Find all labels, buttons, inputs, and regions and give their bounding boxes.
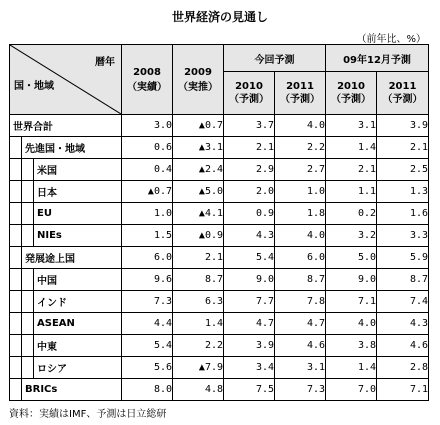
table-row xyxy=(10,357,429,379)
row-label: ASEAN xyxy=(34,313,122,335)
value-cell: 7.3 xyxy=(275,379,326,401)
indent-cell xyxy=(10,379,22,401)
header-dec-2010: 2010 （予測） xyxy=(326,72,377,115)
indent-cell xyxy=(10,203,22,225)
table-row xyxy=(10,269,429,291)
header-2009: 2009 （実推） xyxy=(173,45,224,115)
indent-cell xyxy=(10,335,22,357)
value-cell: ▲2.4 xyxy=(173,159,224,181)
table-row xyxy=(10,181,429,203)
row-label: 日本 xyxy=(34,181,122,203)
value-cell: 6.0 xyxy=(122,247,173,269)
value-cell: 3.0 xyxy=(122,115,173,137)
value-cell: 1.8 xyxy=(275,203,326,225)
value-cell: 4.0 xyxy=(326,313,377,335)
value-cell: 3.1 xyxy=(275,357,326,379)
corner-region-label: 国・地域 xyxy=(14,81,54,92)
row-label: 発展途上国 xyxy=(22,247,122,269)
value-cell: 2.1 xyxy=(326,159,377,181)
unit-note: （前年比、%） xyxy=(356,34,426,45)
value-cell: 2.8 xyxy=(377,357,429,379)
value-cell: ▲5.0 xyxy=(173,181,224,203)
row-label: 先進国・地域 xyxy=(22,137,122,159)
table-row xyxy=(10,159,429,181)
value-cell: 4.6 xyxy=(377,335,429,357)
value-cell: 0.2 xyxy=(326,203,377,225)
value-cell: 5.9 xyxy=(377,247,429,269)
value-cell: 3.4 xyxy=(224,357,275,379)
value-cell: 9.0 xyxy=(224,269,275,291)
value-cell: 1.5 xyxy=(122,225,173,247)
indent-cell xyxy=(22,313,34,335)
value-cell: 4.0 xyxy=(275,115,326,137)
value-cell: 0.4 xyxy=(122,159,173,181)
value-cell: 6.3 xyxy=(173,291,224,313)
row-label: 世界合計 xyxy=(10,115,122,137)
indent-cell xyxy=(10,269,22,291)
table-row xyxy=(10,203,429,225)
value-cell: 2.1 xyxy=(377,137,429,159)
value-cell: 2.9 xyxy=(224,159,275,181)
value-cell: 2.1 xyxy=(224,137,275,159)
indent-cell xyxy=(10,137,22,159)
value-cell: 7.8 xyxy=(275,291,326,313)
value-cell: 6.0 xyxy=(275,247,326,269)
value-cell: ▲0.9 xyxy=(173,225,224,247)
row-label: ロシア xyxy=(34,357,122,379)
value-cell: 9.6 xyxy=(122,269,173,291)
value-cell: 7.3 xyxy=(122,291,173,313)
value-cell: 4.8 xyxy=(173,379,224,401)
value-cell: 1.4 xyxy=(173,313,224,335)
value-cell: 7.4 xyxy=(377,291,429,313)
table-row xyxy=(10,115,429,137)
indent-cell xyxy=(10,357,22,379)
value-cell: 8.7 xyxy=(275,269,326,291)
value-cell: 7.7 xyxy=(224,291,275,313)
table-title: 世界経済の見通し xyxy=(171,10,268,24)
header-corner xyxy=(10,45,122,115)
table-row xyxy=(10,379,429,401)
table-row xyxy=(10,313,429,335)
value-cell: 1.3 xyxy=(377,181,429,203)
value-cell: 5.0 xyxy=(326,247,377,269)
corner-year-label: 暦年 xyxy=(95,57,116,68)
value-cell: 2.1 xyxy=(173,247,224,269)
row-label: 中国 xyxy=(34,269,122,291)
value-cell: 8.7 xyxy=(173,269,224,291)
table-row xyxy=(10,291,429,313)
value-cell: 1.6 xyxy=(377,203,429,225)
value-cell: 1.4 xyxy=(326,137,377,159)
row-label: 米国 xyxy=(34,159,122,181)
header-dec-2011: 2011 （予測） xyxy=(377,72,429,115)
row-label: NIEs xyxy=(34,225,122,247)
value-cell: 4.7 xyxy=(224,313,275,335)
value-cell: ▲7.9 xyxy=(173,357,224,379)
value-cell: 9.0 xyxy=(326,269,377,291)
value-cell: 2.2 xyxy=(173,335,224,357)
table-row xyxy=(10,225,429,247)
indent-cell xyxy=(22,357,34,379)
indent-cell xyxy=(10,291,22,313)
value-cell: 5.4 xyxy=(122,335,173,357)
indent-cell xyxy=(10,313,22,335)
indent-cell xyxy=(10,181,22,203)
value-cell: 2.0 xyxy=(224,181,275,203)
value-cell: 3.7 xyxy=(224,115,275,137)
value-cell: 1.1 xyxy=(326,181,377,203)
header-2008: 2008 （実績） xyxy=(122,45,173,115)
value-cell: 8.0 xyxy=(122,379,173,401)
value-cell: 2.2 xyxy=(275,137,326,159)
value-cell: 0.9 xyxy=(224,203,275,225)
indent-cell xyxy=(22,291,34,313)
value-cell: 3.8 xyxy=(326,335,377,357)
indent-cell xyxy=(10,225,22,247)
indent-cell xyxy=(22,335,34,357)
source-note: 資料：実績はIMF、予測は日立総研 xyxy=(9,409,167,420)
value-cell: 7.0 xyxy=(326,379,377,401)
row-label: 中東 xyxy=(34,335,122,357)
value-cell: 4.3 xyxy=(224,225,275,247)
value-cell: 3.1 xyxy=(326,115,377,137)
row-label: BRICs xyxy=(22,379,122,401)
value-cell: 1.4 xyxy=(326,357,377,379)
value-cell: 3.2 xyxy=(326,225,377,247)
value-cell: 0.6 xyxy=(122,137,173,159)
table-row xyxy=(10,137,429,159)
value-cell: 3.3 xyxy=(377,225,429,247)
row-label: EU xyxy=(34,203,122,225)
value-cell: 4.6 xyxy=(275,335,326,357)
value-cell: 5.6 xyxy=(122,357,173,379)
value-cell: 7.5 xyxy=(224,379,275,401)
value-cell: 4.0 xyxy=(275,225,326,247)
value-cell: 5.4 xyxy=(224,247,275,269)
value-cell: 4.7 xyxy=(275,313,326,335)
indent-cell xyxy=(22,181,34,203)
value-cell: 4.4 xyxy=(122,313,173,335)
header-current-2011: 2011 （予測） xyxy=(275,72,326,115)
value-cell: 8.7 xyxy=(377,269,429,291)
value-cell: ▲0.7 xyxy=(122,181,173,203)
value-cell: ▲3.1 xyxy=(173,137,224,159)
header-current-2010: 2010 （予測） xyxy=(224,72,275,115)
indent-cell xyxy=(22,269,34,291)
value-cell: ▲4.1 xyxy=(173,203,224,225)
value-cell: 3.9 xyxy=(224,335,275,357)
indent-cell xyxy=(22,225,34,247)
value-cell: 4.3 xyxy=(377,313,429,335)
indent-cell xyxy=(10,247,22,269)
indent-cell xyxy=(10,159,22,181)
indent-cell xyxy=(22,203,34,225)
value-cell: 2.7 xyxy=(275,159,326,181)
value-cell: 3.9 xyxy=(377,115,429,137)
value-cell: 1.0 xyxy=(122,203,173,225)
indent-cell xyxy=(22,159,34,181)
table-row xyxy=(10,247,429,269)
value-cell: 2.5 xyxy=(377,159,429,181)
header-current-forecast: 今回予測 xyxy=(224,45,326,72)
row-label: インド xyxy=(34,291,122,313)
forecast-table xyxy=(9,44,429,401)
value-cell: 1.0 xyxy=(275,181,326,203)
table-row xyxy=(10,335,429,357)
header-dec-forecast: 09年12月予測 xyxy=(326,45,429,72)
value-cell: ▲0.7 xyxy=(173,115,224,137)
value-cell: 7.1 xyxy=(326,291,377,313)
value-cell: 7.1 xyxy=(377,379,429,401)
